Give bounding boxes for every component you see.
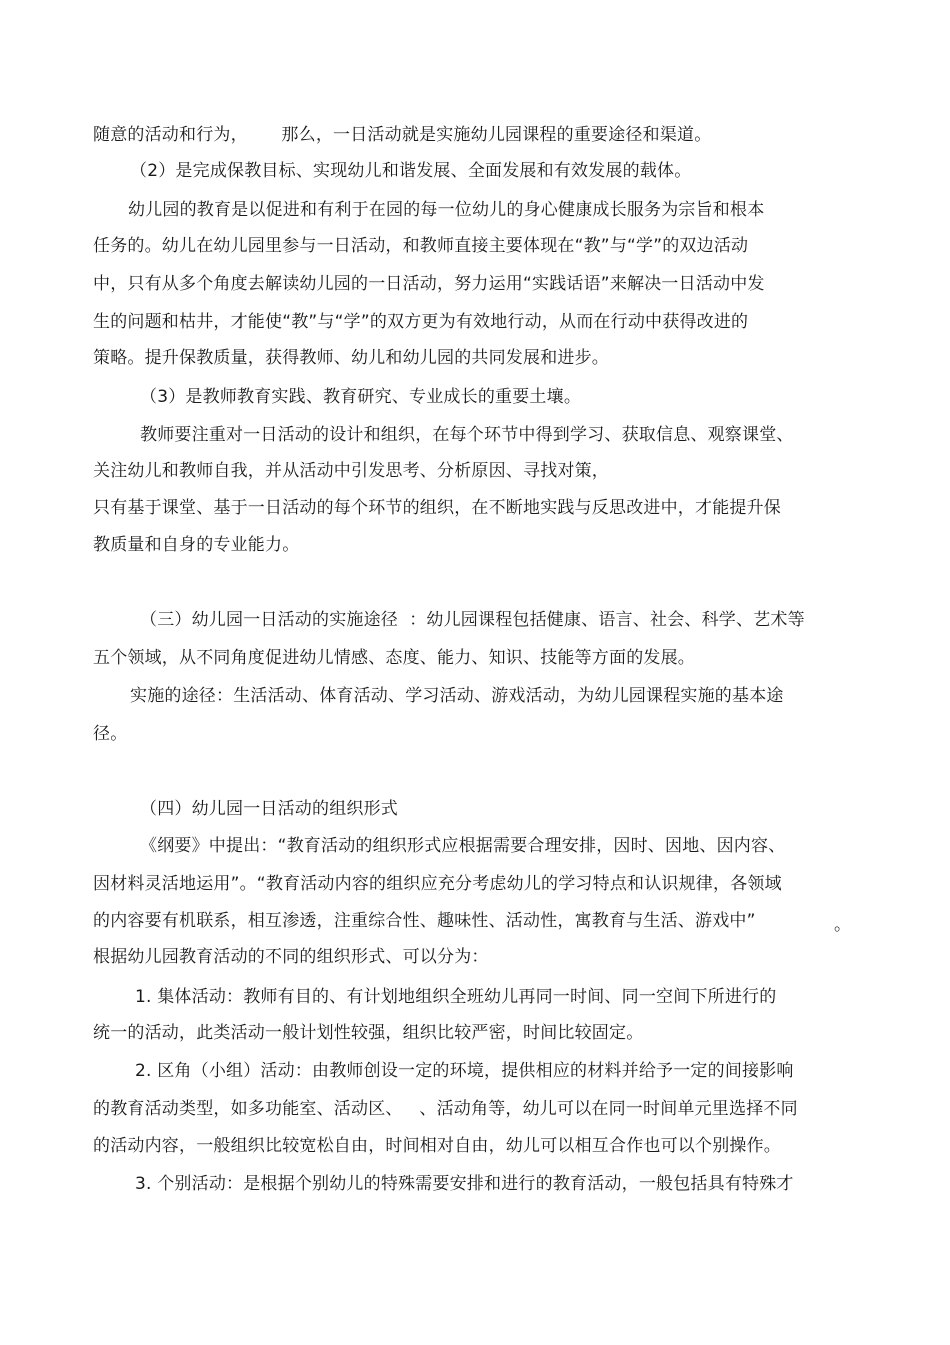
- list-item: 3. 个别活动：是根据个别幼儿的特殊需要安排和进行的教育活动，一般包括具有特殊才: [135, 1174, 794, 1194]
- section-heading: （四）幼儿园一日活动的组织形式: [140, 799, 398, 819]
- text-line: 统一的活动，此类活动一般计划性较强，组织比较严密，时间比较固定。: [93, 1023, 644, 1043]
- text-line: 教质量和自身的专业能力。: [93, 535, 300, 555]
- text-line: （3）是教师教育实践、教育研究、专业成长的重要土壤。: [140, 387, 582, 407]
- text-line: 的内容要有机联系，相互渗透，注重综合性、趣味性、活动性，寓教育与生活、游戏中”: [93, 911, 756, 931]
- text-line: 因材料灵活地运用”。“教育活动内容的组织应充分考虑幼儿的学习特点和认识规律，各领域: [93, 874, 782, 894]
- section-heading: （三）幼儿园一日活动的实施途径 ：幼儿园课程包括健康、语言、社会、科学、艺术等: [140, 610, 805, 630]
- text-line: 生的问题和枯井，才能使“教”与“学”的双方更为有效地行动，从而在行动中获得改进的: [93, 312, 749, 332]
- text-line: 教师要注重对一日活动的设计和组织，在每个环节中得到学习、获取信息、观察课堂、: [140, 425, 794, 445]
- text-line: （2）是完成保教目标、实现幼儿和谐发展、全面发展和有效发展的载体。: [130, 161, 692, 181]
- text-line: 的教育活动类型，如多功能室、活动区、 、活动角等，幼儿可以在同一时间单元里选择不同: [93, 1099, 798, 1119]
- text-line: 中，只有从多个角度去解读幼儿园的一日活动，努力运用“实践话语”来解决一日活动中发: [93, 274, 765, 294]
- text-line: 《纲要》中提出：“教育活动的组织形式应根据需要合理安排，因时、因地、因内容、: [140, 836, 786, 856]
- text-line: 根据幼儿园教育活动的不同的组织形式、可以分为：: [93, 947, 489, 967]
- text-line: 任务的。幼儿在幼儿园里参与一日活动，和教师直接主要体现在“教”与“学”的双边活动: [93, 236, 749, 256]
- list-item: 2. 区角（小组）活动：由教师创设一定的环境，提供相应的材料并给予一定的间接影响: [135, 1061, 794, 1081]
- text-line: 的活动内容，一般组织比较宽松自由，时间相对自由，幼儿可以相互合作也可以个别操作。: [93, 1136, 781, 1156]
- text-line: 幼儿园的教育是以促进和有利于在园的每一位幼儿的身心健康成长服务为宗旨和根本: [128, 200, 765, 220]
- text-line: 径。: [93, 724, 128, 744]
- list-item: 1. 集体活动：教师有目的、有计划地组织全班幼儿再同一时间、同一空间下所进行的: [135, 987, 777, 1007]
- text-line: 关注幼儿和教师自我，并从活动中引发思考、分析原因、寻找对策，: [93, 461, 609, 481]
- text-line: 。: [834, 915, 852, 935]
- text-line: 只有基于课堂、基于一日活动的每个环节的组织，在不断地实践与反思改进中，才能提升保: [93, 498, 781, 518]
- text-line: 随意的活动和行为， 那么，一日活动就是实施幼儿园课程的重要途径和渠道。: [93, 125, 712, 145]
- text-line: 五个领域，从不同角度促进幼儿情感、态度、能力、知识、技能等方面的发展。: [93, 648, 695, 668]
- text-line: 实施的途径：生活活动、体育活动、学习活动、游戏活动，为幼儿园课程实施的基本途: [130, 686, 784, 706]
- text-line: 策略。提升保教质量，获得教师、幼儿和幼儿园的共同发展和进步。: [93, 348, 609, 368]
